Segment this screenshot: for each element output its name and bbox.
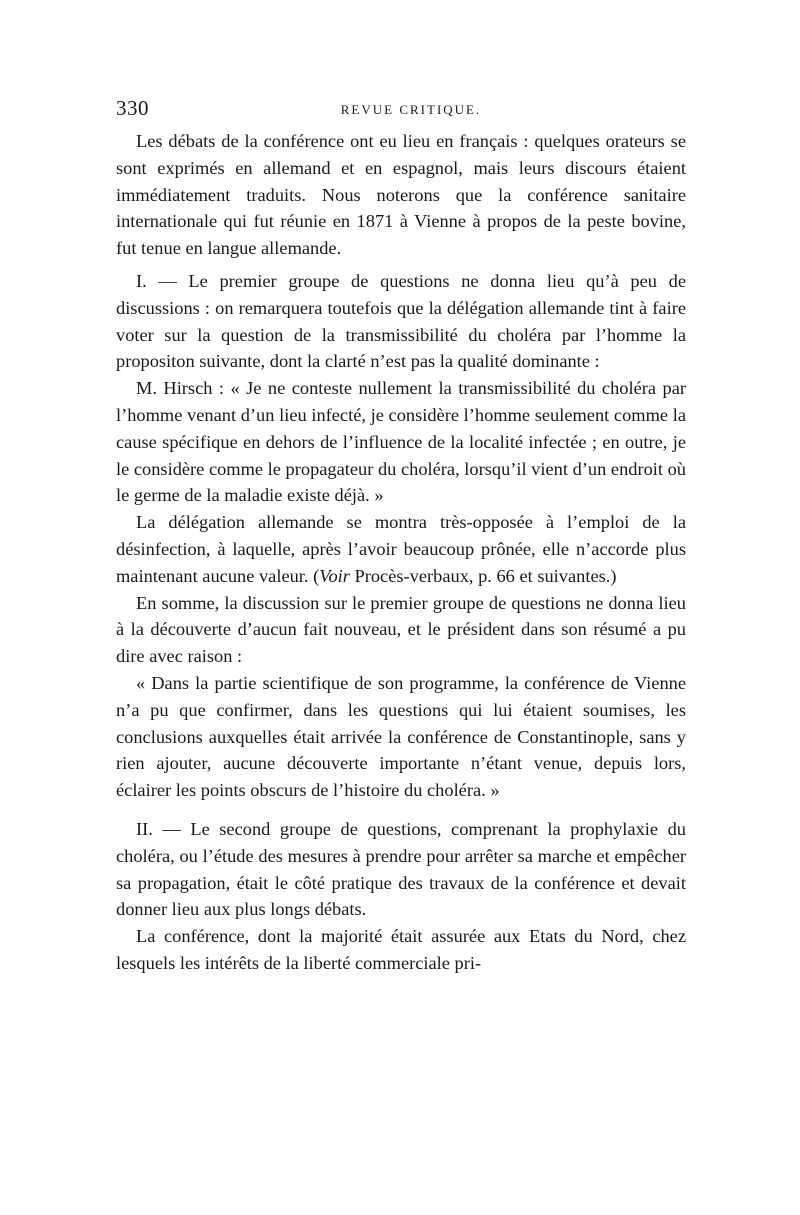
book-page (116, 96, 686, 977)
reference-italic: Voir (319, 565, 350, 586)
body-text (116, 128, 686, 977)
reference-open: ( (313, 565, 320, 586)
running-head: REVUE CRITIQUE. (340, 102, 482, 117)
paragraph: Les débats de la conférence ont eu lieu en français : quelques orateurs se sont exprimés en allemand et en espagnol, mais leurs discours étaient immédiatement traduits. Nous noterons que la conférence sanitaire internationale qui fut réunie en 1871 à Vienne à propos de la peste bovine, fut tenue en langue allemande. (116, 131, 686, 259)
quotation-paragraph: « Dans la partie scientifique de son programme, la conférence de Vienne n’a pu que confirmer, dans les questions qui lui étaient soumises, les conclusions auxquelles était arrivée la conférence de Constantinople, sans y rien ajouter, aucune découverte importante n’étant venue, depuis lors, éclairer les points obscurs de l’histoire du choléra. » (116, 672, 686, 801)
paragraph: La conférence, dont la majorité était assurée aux Etats du Nord, chez lesquels les intérêts de la liberté commerciale pri- (116, 926, 686, 973)
paragraph: M. Hirsch : « Je ne conteste nullement la transmissibilité du choléra par l’homme venant d’un lieu infecté, je considère l’homme seulement comme la cause spécifique en dehors de l’influence de la localité infectée ; en outre, je le considère comme le propagateur du choléra, lorsqu’il vient d’un endroit où le germe de la maladie existe déjà. » (116, 378, 686, 506)
paragraph (116, 509, 686, 589)
page-header (116, 96, 686, 124)
paragraph: I. — Le premier groupe de questions ne donna lieu qu’à peu de discussions : on remarquera toutefois que la délégation allemande tint à faire voter sur la question de la transmissibilité du choléra par l’homme la propositon suivante, dont la clarté n’est pas la qualité dominante : (116, 270, 686, 372)
paragraph-text: La délégation allemande se montra très-opposée à l’emploi de la désinfection, à laquelle, après l’avoir beaucoup prônée, elle n’accorde plus maintenant aucune valeur. (116, 512, 686, 586)
paragraph: II. — Le second groupe de questions, comprenant la prophylaxie du choléra, ou l’étude des mesures à prendre pour arrêter sa marche et empêcher sa propagation, était le côté pratique des travaux de la conférence et devait donner lieu aux plus longs débats. (116, 818, 686, 920)
page-number: 330 (116, 96, 149, 120)
reference-text: Procès-verbaux, p. 66 et suivantes.) (349, 565, 617, 586)
paragraph: En somme, la discussion sur le premier groupe de questions ne donna lieu à la découverte d’aucun fait nouveau, et le président dans son résumé a pu dire avec raison : (116, 592, 686, 667)
